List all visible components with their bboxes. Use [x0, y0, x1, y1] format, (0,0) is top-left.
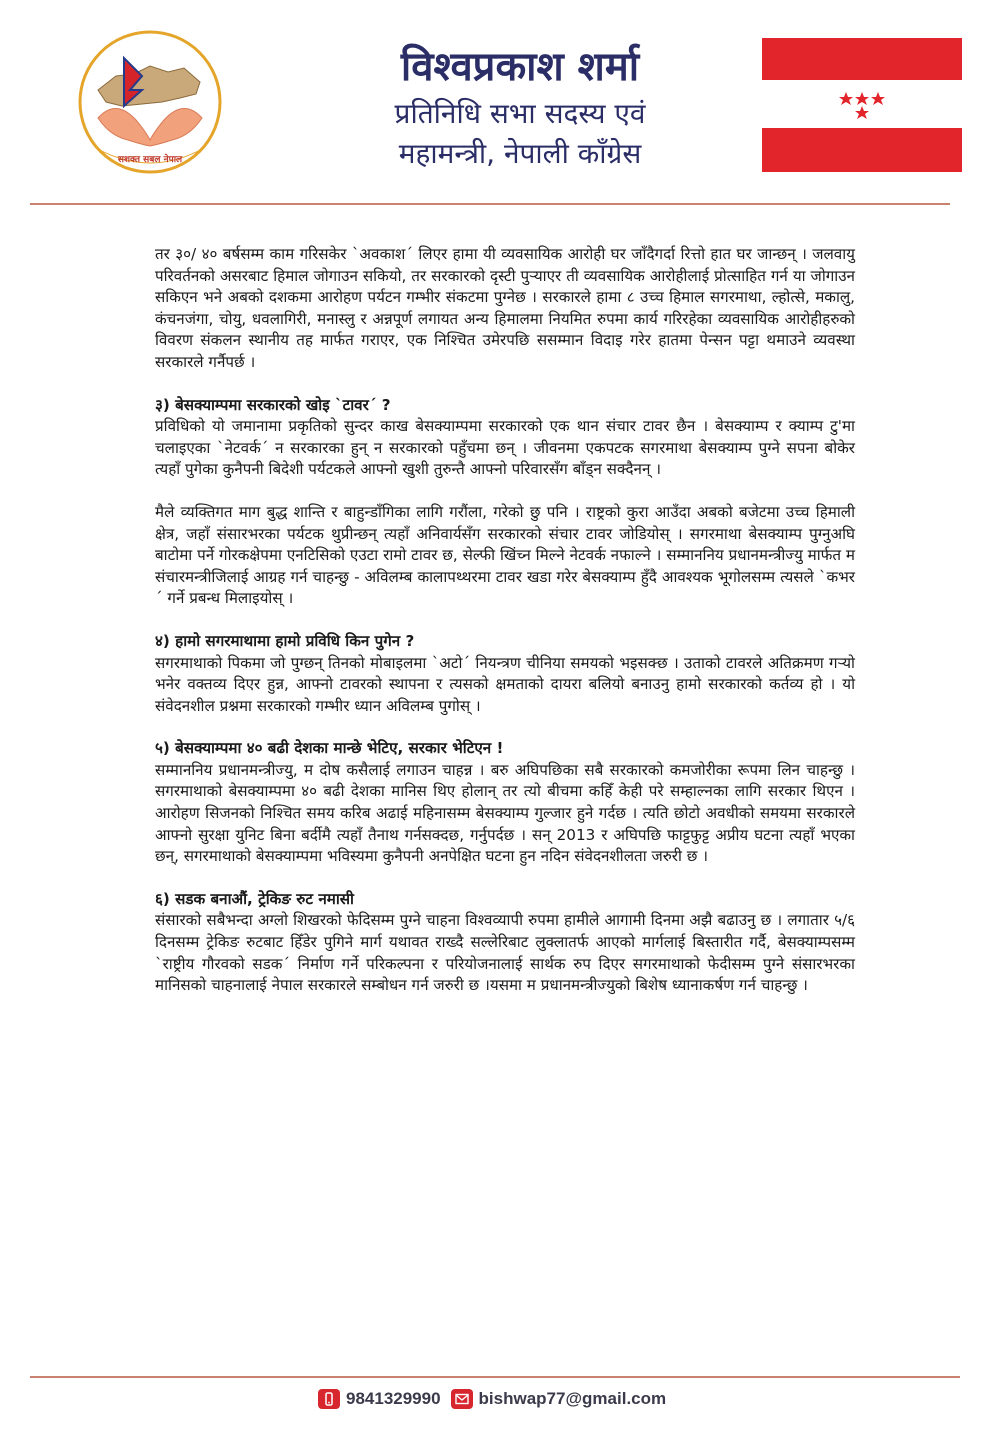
footer-divider: [30, 1376, 960, 1378]
paragraph-3b: मैले व्यक्तिगत माग बुद्ध शान्ति र बाहुन्डाँगिका लागि गरौंला, गरेको छु पनि । राष्ट्रको कुरा आउँदा अबको बजेटमा उच्च हिमाली क्षेत्र, जहाँ संसारभरका पर्यटक थुप्रीन्छन् त्यहाँ अनिवार्यसँग सरकारको संचार टावर जोडियोस् । सगरमाथा बेसक्याम्प पुग्नुअघि बाटोमा पर्ने गोरकक्षेपमा एनटिसिको एउटा रामो टावर छ, सेल्फी खिंच्न मिल्ने नेटवर्क नफाल्ने । सम्माननिय प्रधानमन्त्रीज्यु मार्फत म संचारमन्त्रीजिलाई आग्रह गर्न चाहन्छु - अविलम्ब कालापथ्थरमा टावर खडा गरेर बेसक्याम्प हुँदै आवश्यक भूगोलसम्म त्यसले `कभर´ गर्ने प्रबन्ध मिलाइयोस् ।: [155, 502, 855, 608]
paragraph-6: संसारको सबैभन्दा अग्लो शिखरको फेदिसम्म पुग्ने चाहना विश्वव्यापी रुपमा हामीले आगामी दिनमा अझै बढाउनु छ । लगातार ५/६ दिनसम्म ट्रेकिङ रुटबाट हिँडेर पुगिने मार्ग यथावत राख्दै सल्लेरिबाट लुक्लातर्फ आएको मार्गलाई बिस्तारीत गर्दै, बेसक्याम्पसम्म `राष्ट्रीय गौरवको सडक´ निर्माण गर्ने परिकल्पना र परियोजनालाई सार्थक रुप दिएर सगरमाथाको फेदीसम्म पुग्ने संसारभरका मानिसको चाहनालाई नेपाल सरकारले सम्बोधन गर्न जरुरी छ ।यसमा म प्रधानमन्त्रीज्युको बिशेष ध्यानाकर्षण गर्न चाहन्छु ।: [155, 911, 855, 995]
logo-caption: सशक्त सबल नेपाल: [117, 155, 183, 165]
title-line-2: महामन्त्री, नेपाली काँग्रेस: [398, 137, 642, 170]
title-line-1: प्रतिनिधि सभा सदस्य एवं: [394, 97, 646, 130]
phone-number[interactable]: 9841329990: [346, 1389, 441, 1408]
heading-5: ५) बेसक्याम्पमा ४० बढी देशका मान्छे भेटिए, सरकार भेटिएन !: [155, 739, 504, 758]
mail-icon: [451, 1389, 473, 1409]
party-flag: [762, 38, 962, 172]
title-block: [300, 40, 740, 174]
header-divider: [30, 203, 950, 205]
paragraph-3a: प्रविधिको यो जमानामा प्रकृतिको सुन्दर काख बेसक्याम्पमा सरकारको एक थान संचार टावर छैन । बेसक्याम्प र क्याम्प टु'मा चलाइएका `नेटवर्क´ न सरकारका हुन् न सरकारको पहुँचमा छन् । जीवनमा एकपटक सगरमाथा बेसक्याम्प पुग्ने सपना बोकेर त्यहाँ पुगेका कुनैपनी बिदेशी पर्यटकले आफ्नो खुशी तुरुन्तै आफ्नो परिवारसँग बाँड्न सक्दैनन् ।: [155, 417, 855, 479]
paragraph-4: सगरमाथाको पिकमा जो पुग्छन् तिनको मोबाइलमा `अटो´ नियन्त्रण चीनिया समयको भइसक्छ । उताको टावरले अतिक्रमण गऱ्यो भनेर वक्तव्य दिएर हुन्न, आफ्नो टावरको स्थापना र त्यसको क्षमताको दायरा बलियो बनाउनु हामो सरकारको कर्तव्य हो । यो संवेदनशील प्रश्नमा सरकारको गम्भीर ध्यान अविलम्ब पुगोस् ।: [155, 653, 855, 715]
heading-6: ६) सडक बनाऔं, ट्रेकिङ रुट नमासी: [155, 889, 354, 908]
heading-3: ३) बेसक्याम्पमा सरकारको खोइ `टावर´ ?: [155, 395, 391, 414]
phone-icon: [318, 1389, 340, 1409]
contact-footer: [318, 1384, 676, 1414]
email-address[interactable]: bishwap77@gmail.com: [478, 1389, 667, 1408]
heading-4: ४) हामो सगरमाथामा हामो प्रविधि किन पुगेन ?: [155, 631, 415, 650]
letter-body: [155, 244, 855, 997]
party-logo: [76, 28, 224, 176]
paragraph-5: सम्माननिय प्रधानमन्त्रीज्यु, म दोष कसैलाई लगाउन चाहन्न । बरु अघिपछिका सबै सरकारको कमजोरीका रूपमा लिन चाहन्छु । सगरमाथाको बेसक्याम्पमा ४० बढी देशका मानिस थिए होलान् तर त्यो बीचमा कहिँ केही परे सम्हाल्नका लागि सरकार थिएन । आरोहण सिजनको निश्चित समय करिब अढाई महिनासम्म बेसक्याम्प गुल्जार हुने गर्दछ । त्यति छोटो अवधीको समयमा सरकारले आफ्नो सुरक्षा युनिट बिना बर्दीमै त्यहाँ तैनाथ गर्नसक्दछ, गर्नुपर्दछ । सन् 2013 र अघिपछि फाट्टफुट्ट अप्रीय घटना त्यहाँ भएका छन्, सगरमाथाको बेसक्याम्पमा भविस्यमा कुनैपनी अनपेक्षित घटना हुन नदिन संवेदनशीलता जरुरी छ ।: [155, 760, 855, 866]
letterhead: [0, 0, 991, 215]
mp-name: विश्वप्रकाश शर्मा: [400, 44, 640, 90]
paragraph-1: तर ३०/ ४० बर्षसम्म काम गरिसकेर `अवकाश´ लिएर हामा यी व्यवसायिक आरोही घर जाँदैगर्दा रित्तो हात घर जान्छन् । जलवायु परिवर्तनको असरबाट हिमाल जोगाउन सकियो, तर सरकारको दृस्टी पुऱ्याएर ती व्यवसायिक आरोहीलाई प्रोत्साहित गर्न या जोगाउन सकिएन भने अबको दशकमा आरोहण पर्यटन गम्भीर संकटमा पुग्नेछ । सरकारले हामा ८ उच्च हिमाल सगरमाथा, ल्होत्से, मकालु, कंचनजंगा, चोयु, धवलागिरी, मनास्लु र अन्नपूर्ण लगायत अन्य हिमालमा नियमित रुपमा कार्य गरिरहेका व्यवसायिक आरोहीहरुको विवरण संकलन स्थानीय तह मार्फत गराएर, एक निश्चित उमेरपछि ससम्मान विदाइ गरेर हातमा पेन्सन पट्टा थमाउने व्यवस्था सरकारले गर्नैपर्छ ।: [155, 245, 855, 371]
